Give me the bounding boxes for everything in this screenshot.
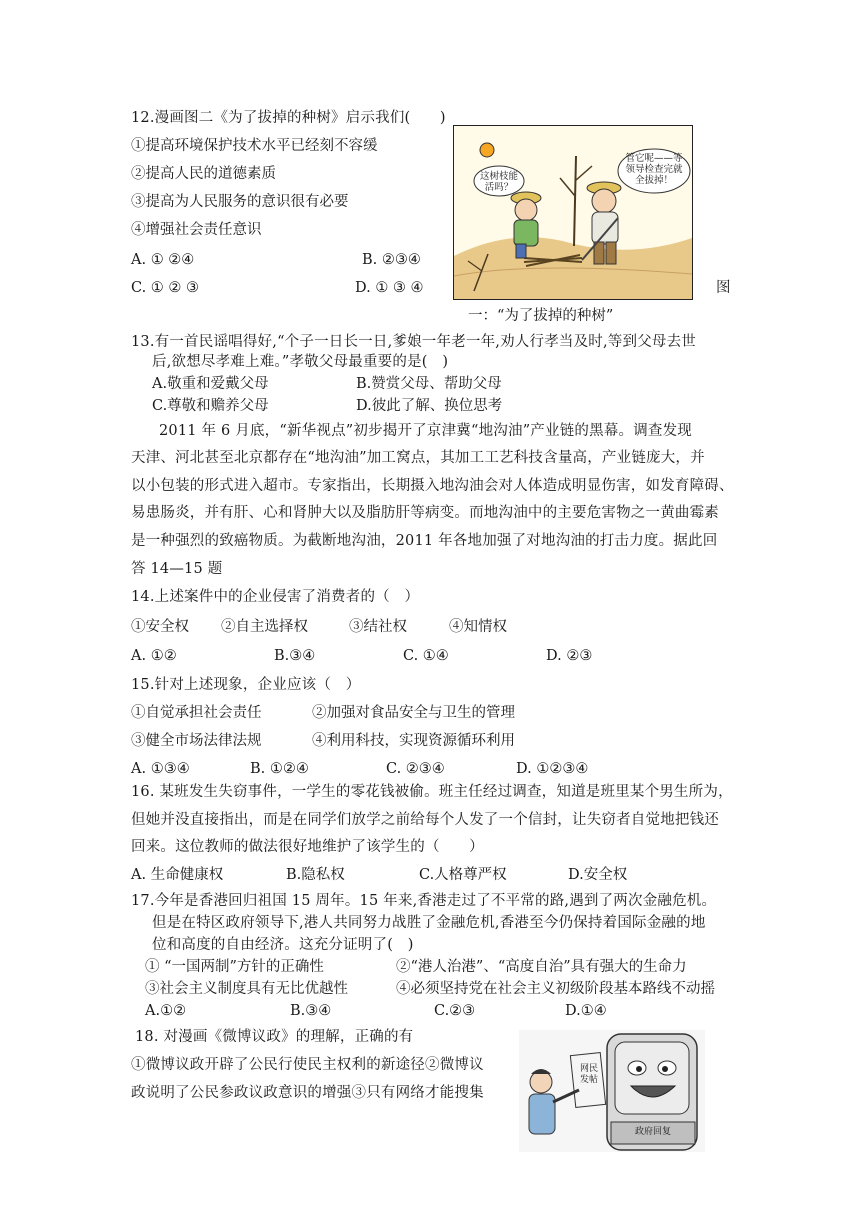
- q16-answer-d: D.安全权: [568, 867, 628, 883]
- q15-option-3: ③健全市场法律法规: [131, 733, 262, 749]
- q18-line-2: 政说明了公民参政议政意识的增强③只有网络才能搜集: [131, 1085, 484, 1101]
- q16-line-1: 16. 某班发生失窃事件，一学生的零花钱被偷。班主任经过调查，知道是班里某个男生所为，: [131, 784, 733, 800]
- q15-answer-b: B. ①②④: [250, 761, 309, 777]
- q12-option-4: ④增强社会责任意识: [131, 222, 262, 238]
- q17-answer-c: C.②③: [434, 1003, 476, 1019]
- weibo-sign-text: 网民发帖: [579, 1064, 598, 1085]
- passage-line-4: 易患肠炎，并有肝、心和肾肿大以及脂肪肝等病变。而地沟油中的主要危害物之一黄曲霉素: [131, 505, 719, 521]
- q14-answer-a: A. ①②: [131, 648, 177, 664]
- q17-answer-b: B.③④: [290, 1003, 332, 1019]
- q14-option-2: ②自主选择权: [221, 619, 308, 635]
- q14-answer-b: B.③④: [274, 648, 316, 664]
- weibo-screen-label: 政府回复: [634, 1127, 671, 1137]
- q13-answer-b: B.赞赏父母、帮助父母: [356, 376, 502, 392]
- cartoon-tree-planting: [453, 125, 693, 300]
- q15-stem: 15.针对上述现象，企业应该（ ）: [131, 677, 361, 693]
- q12-answer-b: B. ②③④: [362, 252, 421, 268]
- q17-option-4: ④必须坚持党在社会主义初级阶段基本路线不动摇: [396, 981, 715, 997]
- passage-line-2: 天津、河北甚至北京都存在“地沟油”加工窝点，其加工工艺科技含量高，产业链庞大，并: [131, 450, 705, 466]
- q16-answer-b: B.隐私权: [286, 867, 345, 883]
- q18-line-1: ①微博议政开辟了公民行使民主权利的新途径②微博议: [131, 1057, 484, 1073]
- q12-answer-c: C. ① ② ③: [131, 280, 200, 296]
- cartoon-tree-planting-drawing: [454, 126, 692, 299]
- cartoon-weibo-politics: [519, 1030, 705, 1152]
- q12-stem: 12.漫画图二《为了拔掉的种树》启示我们( ): [131, 110, 446, 126]
- q15-option-4: ④利用科技，实现资源循环利用: [312, 733, 515, 749]
- q14-stem: 14.上述案件中的企业侵害了消费者的（ ）: [131, 589, 420, 605]
- q13-answer-d: D.彼此了解、换位思考: [356, 398, 503, 414]
- q14-answer-c: C. ①④: [403, 648, 449, 664]
- bubble-left-text: 这树枝能活吗？: [480, 171, 519, 193]
- q14-option-4: ④知情权: [449, 619, 507, 635]
- q14-option-1: ①安全权: [131, 619, 189, 635]
- q12-option-1: ①提高环境保护技术水平已经刻不容缓: [131, 138, 378, 154]
- q13-answer-a: A.敬重和爱戴父母: [152, 376, 269, 392]
- q18-stem: 18. 对漫画《微博议政》的理解，正确的有: [135, 1029, 414, 1045]
- q17-line-2: 但是在特区政府领导下,港人共同努力战胜了金融危机,香港至今仍保持着国际金融的地: [152, 915, 706, 931]
- q13-answer-c: C.尊敬和赡养父母: [152, 398, 269, 414]
- passage-line-3: 以小包装的形式进入超市。专家指出，长期摄入地沟油会对人体造成明显伤害，如发育障碍、: [131, 478, 734, 494]
- q15-answer-d: D. ①②③④: [516, 761, 589, 777]
- q15-answer-a: A. ①③④: [131, 761, 190, 777]
- q12-answer-d: D. ① ③ ④: [355, 280, 424, 296]
- q12-caption-b: 一：“为了拔掉的种树”: [468, 308, 614, 324]
- q13-line-1: 13.有一首民谣唱得好,“个子一日长一日,爹娘一年老一年,劝人行孝当及时,等到父母去世: [131, 334, 697, 350]
- passage-line-1: 2011 年 6 月底，“新华视点”初步揭开了京津冀“地沟油”产业链的黑幕。调查发现: [159, 423, 693, 439]
- q16-answer-a: A. 生命健康权: [131, 867, 224, 883]
- q17-answer-d: D.①④: [565, 1003, 607, 1019]
- q12-caption-a: 图: [716, 280, 731, 296]
- q14-answer-d: D. ②③: [546, 648, 593, 664]
- q16-answer-c: C.人格尊严权: [419, 867, 507, 883]
- q15-option-2: ②加强对食品安全与卫生的管理: [312, 705, 515, 721]
- q12-answer-a: A. ① ②④: [131, 252, 195, 268]
- q16-line-3: 回来。这位教师的做法很好地维护了该学生的（ ）: [131, 839, 484, 855]
- q13-line-2: 后,欲想尽孝难上难。”孝敬父母最重要的是( ): [152, 354, 449, 370]
- q17-answer-a: A.①②: [145, 1003, 187, 1019]
- q17-option-2: ②“港人治港”、“高度自治”具有强大的生命力: [396, 959, 687, 975]
- q12-option-2: ②提高人民的道德素质: [131, 166, 276, 182]
- q15-option-1: ①自觉承担社会责任: [131, 705, 262, 721]
- q17-line-3: 位和高度的自由经济。这充分证明了( ): [152, 937, 414, 953]
- bubble-right-text: 管它呢——等领导检查完就全拔掉！: [625, 153, 683, 186]
- q12-option-3: ③提高为人民服务的意识很有必要: [131, 194, 349, 210]
- passage-line-5: 是一种强烈的致癌物质。为截断地沟油，2011 年各地加强了对地沟油的打击力度。据此回: [131, 533, 718, 549]
- q16-line-2: 但她并没直接指出，而是在同学们放学之前给每个人发了一个信封，让失窃者自觉地把钱还: [131, 812, 719, 828]
- q17-option-1: ① “一国两制”方针的正确性: [145, 959, 324, 975]
- q17-option-3: ③社会主义制度具有无比优越性: [145, 981, 348, 997]
- q15-answer-c: C. ②③④: [386, 761, 445, 777]
- q14-option-3: ③结社权: [349, 619, 407, 635]
- passage-line-6: 答 14—15 题: [131, 561, 223, 577]
- q17-line-1: 17.今年是香港回归祖国 15 周年。15 年来,香港走过了不平常的路,遇到了两次金融危机。: [131, 893, 717, 909]
